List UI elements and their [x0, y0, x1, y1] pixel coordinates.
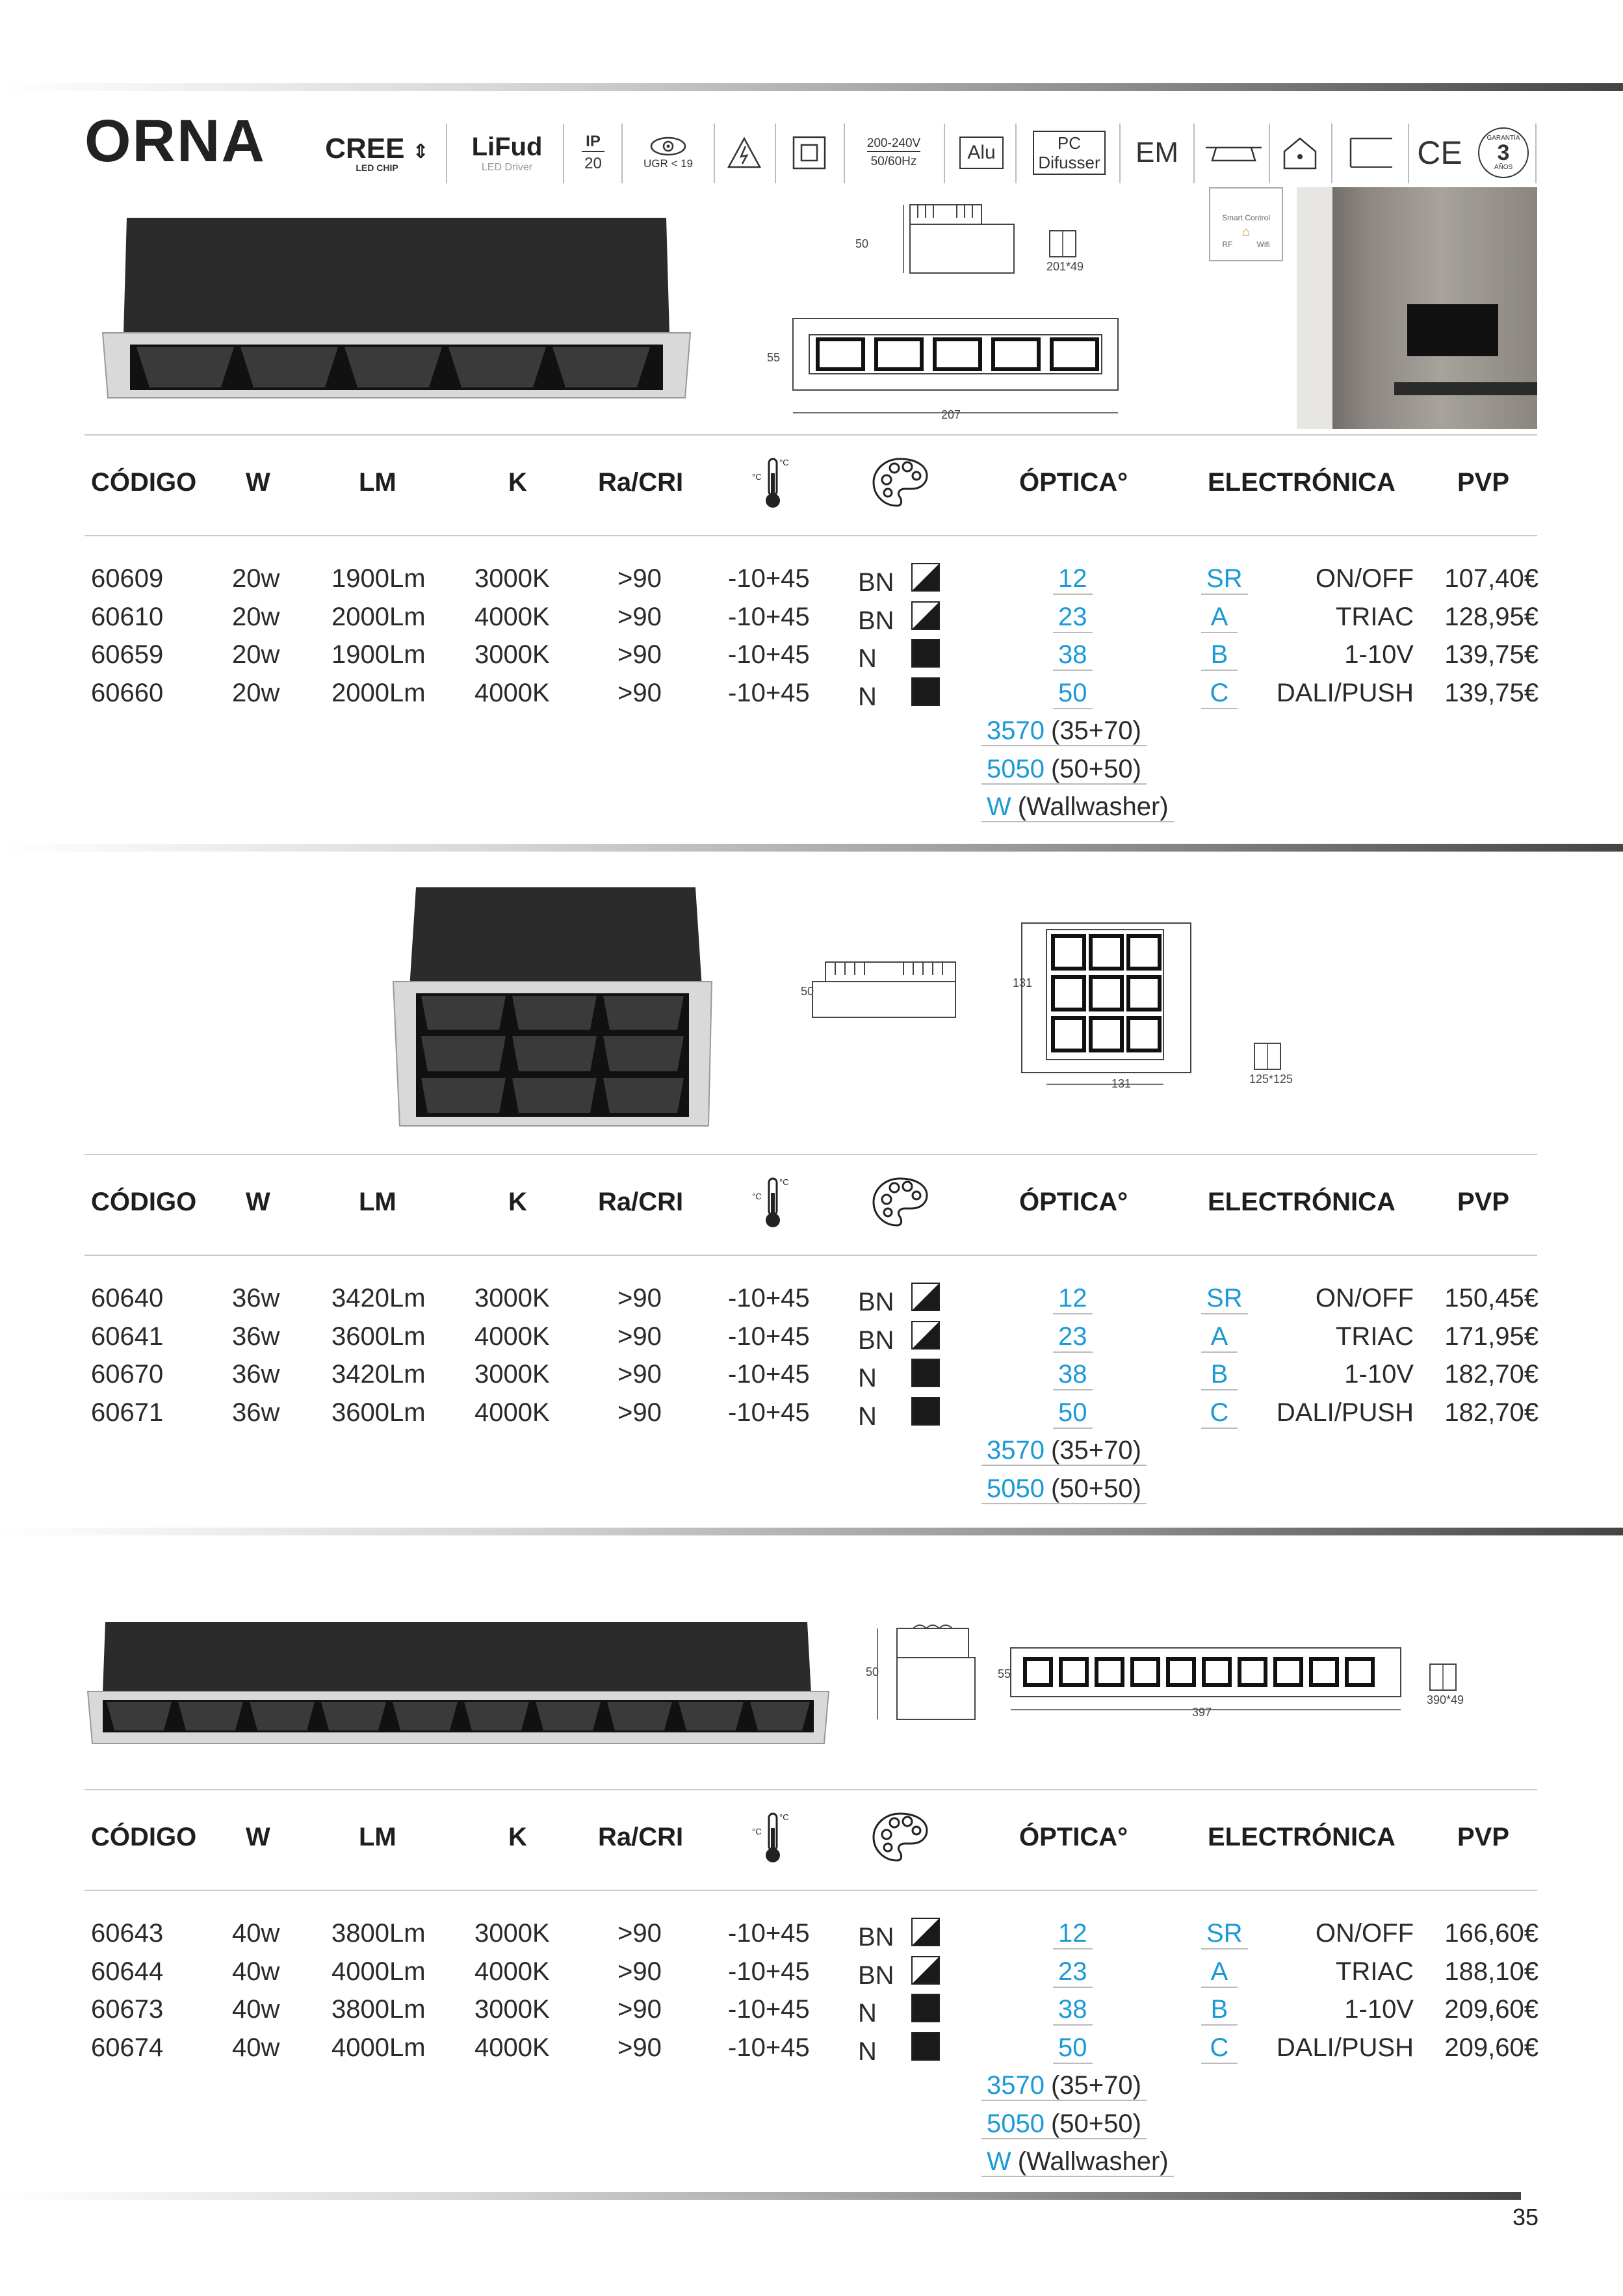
electronics-code: B	[1201, 1360, 1238, 1390]
header-w: W	[246, 1188, 270, 1216]
extra-optic-desc: (50+50)	[1050, 2109, 1147, 2139]
row-temp-range: -10+45	[728, 2033, 810, 2062]
electronics-code: SR	[1201, 1919, 1248, 1950]
row-cri: >90	[617, 2033, 662, 2062]
header-optica: ÓPTICA°	[1019, 1823, 1128, 1851]
divider	[1193, 124, 1195, 183]
row-code: 60641	[91, 1322, 164, 1351]
header-optica: ÓPTICA°	[1019, 1188, 1128, 1216]
row-watts: 20w	[232, 640, 280, 669]
electronics-type: DALI/PUSH	[1276, 1398, 1414, 1427]
header-pvp: PVP	[1457, 1823, 1510, 1851]
height-dim-3: 50	[866, 1665, 879, 1678]
brand-title: ORNA	[84, 108, 266, 174]
row-price: 150,45€	[1444, 1284, 1539, 1312]
row-temp-range: -10+45	[728, 1284, 810, 1312]
garantia-text: GARANTÍA	[1487, 135, 1520, 142]
row-lumens: 3420Lm	[331, 1360, 426, 1389]
row-finish: BN	[858, 568, 894, 597]
extra-optic	[981, 2109, 1147, 2139]
row-cri: >90	[617, 603, 662, 631]
voltage-text: 200-240V	[867, 137, 920, 152]
extra-optic-desc: (50+50)	[1050, 755, 1147, 785]
divider	[446, 124, 447, 183]
length-dim-2: 131	[1111, 1077, 1132, 1090]
header-k: K	[508, 1188, 527, 1216]
cutout-dim-3: 390*49	[1427, 1693, 1464, 1706]
electronics-type: TRIAC	[1336, 1322, 1414, 1351]
electronics-code: A	[1201, 1322, 1238, 1353]
ip-value: 20	[584, 155, 602, 172]
finish-white-black-swatch	[911, 1956, 940, 1985]
eye-icon	[649, 135, 688, 157]
header-codigo: CÓDIGO	[91, 1823, 197, 1851]
table-top-line	[84, 434, 1537, 436]
row-code: 60644	[91, 1957, 164, 1986]
row-temp-range: -10+45	[728, 603, 810, 631]
extra-optic-desc: (35+70)	[1050, 1436, 1147, 1466]
header-pvp: PVP	[1457, 1188, 1510, 1216]
section-rule-2	[0, 1528, 1623, 1535]
top-view-drawing-1	[773, 312, 1131, 423]
row-lumens: 3420Lm	[331, 1284, 426, 1312]
row-temp-range: -10+45	[728, 564, 810, 593]
product-image-10-light	[84, 1619, 832, 1749]
electronics-type: TRIAC	[1336, 1957, 1414, 1986]
header-lm: LM	[359, 1823, 396, 1851]
ugr-text: UGR < 19	[643, 157, 694, 170]
extra-optic-code: 3570	[981, 716, 1050, 746]
smart-control-text: Smart Control	[1221, 213, 1271, 222]
ceiling-mount-icon	[1344, 133, 1396, 172]
ce-box	[1414, 124, 1466, 182]
divider	[621, 124, 623, 183]
row-code: 60609	[91, 564, 164, 593]
row-code: 60674	[91, 2033, 164, 2062]
freq-text: 50/60Hz	[870, 155, 917, 168]
difusser-text: Difusser	[1038, 153, 1100, 172]
electronics-code: A	[1201, 1957, 1238, 1988]
row-kelvin: 4000K	[474, 1957, 550, 1986]
cree-logo: CREE ⇕ LED CHIP	[325, 133, 429, 173]
extra-optic-code: 5050	[981, 755, 1050, 785]
table-top-line	[84, 1154, 1537, 1155]
row-price: 139,75€	[1444, 640, 1539, 669]
electronics-code: B	[1201, 640, 1238, 671]
row-watts: 40w	[232, 1995, 280, 2024]
row-lumens: 1900Lm	[331, 640, 426, 669]
row-code: 60610	[91, 603, 164, 631]
finish-white-black-swatch	[911, 1321, 940, 1350]
electronics-type: TRIAC	[1336, 603, 1414, 631]
row-finish: N	[858, 683, 877, 711]
extra-optic	[981, 755, 1147, 784]
row-code: 60670	[91, 1360, 164, 1389]
row-temp-range: -10+45	[728, 1322, 810, 1351]
finish-black-swatch	[911, 677, 940, 706]
row-temp-range: -10+45	[728, 640, 810, 669]
row-finish: BN	[858, 1326, 894, 1355]
electronics-type: ON/OFF	[1315, 1284, 1414, 1312]
header-w: W	[246, 468, 270, 497]
table-header-line	[84, 1255, 1537, 1256]
finish-black-swatch	[911, 1994, 940, 2022]
row-watts: 36w	[232, 1284, 280, 1312]
double-insulation-icon	[791, 135, 827, 171]
row-code: 60673	[91, 1995, 164, 2024]
row-finish: BN	[858, 1923, 894, 1951]
product-image-9-light	[390, 884, 715, 1131]
extra-optic	[981, 2071, 1147, 2100]
row-kelvin: 3000K	[474, 1919, 550, 1948]
row-price: 209,60€	[1444, 2033, 1539, 2062]
row-price: 128,95€	[1444, 603, 1539, 631]
lifud-text: LiFud	[471, 132, 543, 161]
header-k: K	[508, 468, 527, 497]
width-dim-1: 55	[767, 351, 781, 364]
electronics-code: SR	[1201, 564, 1248, 595]
row-kelvin: 3000K	[474, 1284, 550, 1312]
divider	[1408, 124, 1409, 183]
divider	[844, 124, 845, 183]
finish-white-black-swatch	[911, 1918, 940, 1946]
row-finish: BN	[858, 607, 894, 635]
row-cri: >90	[617, 1322, 662, 1351]
row-cri: >90	[617, 1398, 662, 1427]
row-lumens: 1900Lm	[331, 564, 426, 593]
row-watts: 20w	[232, 564, 280, 593]
electronics-code: C	[1201, 679, 1238, 709]
divider	[563, 124, 564, 183]
svg-text:°C: °C	[779, 1812, 789, 1822]
row-watts: 20w	[232, 603, 280, 631]
row-watts: 36w	[232, 1360, 280, 1389]
row-kelvin: 4000K	[474, 679, 550, 707]
table-header-line	[84, 1890, 1537, 1891]
svg-text:°C: °C	[752, 472, 762, 482]
row-price: 107,40€	[1444, 564, 1539, 593]
page-number: 35	[1512, 2204, 1539, 2230]
row-finish: N	[858, 644, 877, 673]
extra-optic-code: 3570	[981, 1436, 1050, 1466]
row-code: 60640	[91, 1284, 164, 1312]
thermometer-icon	[751, 454, 796, 515]
row-code: 60643	[91, 1919, 164, 1948]
electronics-type: ON/OFF	[1315, 1919, 1414, 1948]
header-w: W	[246, 1823, 270, 1851]
electronics-code: C	[1201, 2033, 1238, 2064]
electronics-type: 1-10V	[1344, 640, 1414, 669]
finish-white-black-swatch	[911, 601, 940, 630]
svg-text:°C: °C	[752, 1192, 762, 1201]
ip-rating	[572, 124, 614, 182]
svg-text:°C: °C	[779, 458, 789, 467]
extra-optic-desc: (35+70)	[1050, 716, 1147, 746]
ceiling-box	[1339, 124, 1401, 182]
header-electronica: ELECTRÓNICA	[1208, 468, 1396, 497]
row-kelvin: 3000K	[474, 1360, 550, 1389]
optic-angle: 38	[1053, 640, 1093, 671]
row-temp-range: -10+45	[728, 1995, 810, 2024]
electronics-type: 1-10V	[1344, 1360, 1414, 1389]
row-temp-range: -10+45	[728, 1398, 810, 1427]
header-electronica: ELECTRÓNICA	[1208, 1823, 1396, 1851]
row-lumens: 3600Lm	[331, 1322, 426, 1351]
extra-optic-desc: (35+70)	[1050, 2071, 1147, 2101]
cree-sub: LED CHIP	[356, 163, 398, 173]
finish-white-black-swatch	[911, 563, 940, 592]
divider	[944, 124, 945, 183]
row-price: 182,70€	[1444, 1398, 1539, 1427]
row-watts: 40w	[232, 1957, 280, 1986]
electronics-type: 1-10V	[1344, 1995, 1414, 2024]
row-code: 60671	[91, 1398, 164, 1427]
em-text: EM	[1136, 137, 1178, 168]
wifi-text: Wifi	[1256, 240, 1270, 249]
divider	[1119, 124, 1121, 183]
electronics-type: DALI/PUSH	[1276, 679, 1414, 707]
lifud-logo	[458, 124, 556, 182]
optic-angle: 50	[1053, 679, 1093, 709]
length-dim-3: 397	[1192, 1706, 1212, 1719]
row-lumens: 3800Lm	[331, 1995, 426, 2024]
ip-label: IP	[582, 133, 604, 152]
electronics-type: ON/OFF	[1315, 564, 1414, 593]
extra-optic-desc: (50+50)	[1050, 1474, 1147, 1504]
cree-text: CREE	[325, 133, 405, 164]
row-watts: 36w	[232, 1398, 280, 1427]
optic-angle: 12	[1053, 1284, 1093, 1314]
finish-black-swatch	[911, 1397, 940, 1426]
row-finish: N	[858, 1999, 877, 2028]
warranty-badge	[1474, 124, 1533, 182]
header-cri: Ra/CRI	[598, 1823, 684, 1851]
header-lm: LM	[359, 468, 396, 497]
row-watts: 40w	[232, 1919, 280, 1948]
row-finish: BN	[858, 1961, 894, 1990]
header-pvp: PVP	[1457, 468, 1510, 497]
row-kelvin: 3000K	[474, 1995, 550, 2024]
side-profile-drawing-3	[868, 1622, 981, 1729]
alu-text: Alu	[959, 137, 1003, 169]
optic-angle: 12	[1053, 564, 1093, 595]
ugr-rating	[629, 124, 707, 182]
height-dim-1: 50	[855, 237, 869, 250]
optic-angle: 23	[1053, 1957, 1093, 1988]
cutout-icon-1	[1046, 228, 1085, 260]
optic-angle: 12	[1053, 1919, 1093, 1950]
color-palette-icon	[871, 456, 929, 512]
divider	[1269, 124, 1270, 183]
rf-text: RF	[1222, 240, 1233, 249]
row-kelvin: 4000K	[474, 1322, 550, 1351]
electronics-code: C	[1201, 1398, 1238, 1429]
divider	[1331, 124, 1332, 183]
ce-text: CE	[1417, 135, 1462, 171]
header-cri: Ra/CRI	[598, 468, 684, 497]
row-temp-range: -10+45	[728, 1360, 810, 1389]
row-price: 182,70€	[1444, 1360, 1539, 1389]
section-rule-1	[0, 844, 1623, 852]
finish-white-black-swatch	[911, 1283, 940, 1311]
row-finish: N	[858, 1364, 877, 1392]
row-cri: >90	[617, 1919, 662, 1948]
length-dim-1: 207	[941, 408, 961, 421]
row-cri: >90	[617, 640, 662, 669]
table-top-line	[84, 1789, 1537, 1790]
cutout-dim-1: 201*49	[1046, 260, 1084, 273]
thermometer-icon	[751, 1173, 796, 1235]
row-finish: N	[858, 1402, 877, 1431]
row-cri: >90	[617, 1995, 662, 2024]
warning-icon-box	[721, 124, 767, 182]
row-code: 60660	[91, 679, 164, 707]
electronics-type: DALI/PUSH	[1276, 2033, 1414, 2062]
row-cri: >90	[617, 1360, 662, 1389]
row-temp-range: -10+45	[728, 679, 810, 707]
row-lumens: 3600Lm	[331, 1398, 426, 1427]
smart-home-icon: ⌂	[1241, 225, 1251, 239]
top-rule	[0, 83, 1623, 91]
extra-optic-code: W	[981, 2147, 1017, 2177]
optic-angle: 50	[1053, 2033, 1093, 2064]
side-profile-drawing-2	[799, 956, 962, 1027]
extra-optic-code: 5050	[981, 1474, 1050, 1504]
width-dim-3: 55	[998, 1667, 1011, 1680]
row-kelvin: 4000K	[474, 1398, 550, 1427]
width-dim-2: 131	[1013, 976, 1033, 989]
pc-difusser-box	[1027, 124, 1111, 182]
room-photo	[1297, 187, 1537, 429]
extra-optic-code: 5050	[981, 2109, 1050, 2139]
header-codigo: CÓDIGO	[91, 468, 197, 497]
row-kelvin: 3000K	[474, 564, 550, 593]
row-kelvin: 4000K	[474, 2033, 550, 2062]
extra-optic-desc: (Wallwasher)	[1017, 2147, 1174, 2177]
cutout-dim-2: 125*125	[1249, 1073, 1293, 1086]
row-kelvin: 4000K	[474, 603, 550, 631]
optic-angle: 50	[1053, 1398, 1093, 1429]
divider	[775, 124, 776, 183]
optic-angle: 38	[1053, 1360, 1093, 1390]
extra-optic	[981, 792, 1174, 822]
row-price: 188,10€	[1444, 1957, 1539, 1986]
row-cri: >90	[617, 564, 662, 593]
color-palette-icon	[871, 1176, 929, 1231]
product-image-5-light	[97, 215, 695, 403]
voltage-box	[851, 124, 936, 182]
row-watts: 40w	[232, 2033, 280, 2062]
header-lm: LM	[359, 1188, 396, 1216]
side-profile-drawing-1	[851, 202, 1020, 293]
extra-optic	[981, 2147, 1174, 2176]
cutout-icon-2	[1251, 1040, 1290, 1073]
header-cri: Ra/CRI	[598, 1188, 684, 1216]
recessed-box	[1201, 124, 1266, 182]
finish-black-swatch	[911, 2032, 940, 2061]
svg-text:°C: °C	[752, 1827, 762, 1836]
electronics-code: B	[1201, 1995, 1238, 2026]
row-cri: >90	[617, 679, 662, 707]
extra-optic-desc: (Wallwasher)	[1017, 792, 1174, 822]
divider	[714, 124, 715, 183]
electric-warning-icon	[727, 137, 762, 169]
top-view-drawing-2	[1014, 920, 1209, 1092]
height-dim-2: 50	[801, 985, 814, 998]
anos-text: AÑOS	[1494, 164, 1513, 171]
header-codigo: CÓDIGO	[91, 1188, 197, 1216]
alu-box	[955, 124, 1007, 182]
row-lumens: 3800Lm	[331, 1919, 426, 1948]
extra-optic	[981, 1474, 1147, 1504]
pc-text: PC	[1057, 133, 1082, 153]
bottom-rule	[0, 2192, 1521, 2200]
indoor-house-icon	[1280, 135, 1319, 171]
cutout-icon-3	[1427, 1661, 1466, 1693]
extra-optic-code: 3570	[981, 2071, 1050, 2101]
class-ii-box	[783, 124, 835, 182]
smart-control-box	[1209, 187, 1283, 261]
header-k: K	[508, 1823, 527, 1851]
optic-angle: 38	[1053, 1995, 1093, 2026]
optic-angle: 23	[1053, 1322, 1093, 1353]
row-watts: 20w	[232, 679, 280, 707]
extra-optic	[981, 1436, 1147, 1465]
row-price: 139,75€	[1444, 679, 1539, 707]
row-temp-range: -10+45	[728, 1957, 810, 1986]
row-price: 209,60€	[1444, 1995, 1539, 2024]
header-electronica: ELECTRÓNICA	[1208, 1188, 1396, 1216]
electronics-code: A	[1201, 603, 1238, 633]
row-temp-range: -10+45	[728, 1919, 810, 1948]
extra-optic-code: W	[981, 792, 1017, 822]
indoor-box	[1275, 124, 1324, 182]
optic-angle: 23	[1053, 603, 1093, 633]
header-optica: ÓPTICA°	[1019, 468, 1128, 497]
electronics-code: SR	[1201, 1284, 1248, 1314]
row-finish: N	[858, 2037, 877, 2066]
warranty-years: 3	[1497, 140, 1510, 165]
divider	[1535, 124, 1537, 183]
row-cri: >90	[617, 1957, 662, 1986]
row-lumens: 2000Lm	[331, 679, 426, 707]
thermometer-icon	[751, 1808, 796, 1870]
row-kelvin: 3000K	[474, 640, 550, 669]
finish-black-swatch	[911, 1359, 940, 1387]
row-price: 166,60€	[1444, 1919, 1539, 1948]
table-header-line	[84, 535, 1537, 536]
lifud-sub: LED Driver	[481, 161, 533, 173]
row-code: 60659	[91, 640, 164, 669]
row-price: 171,95€	[1444, 1322, 1539, 1351]
row-lumens: 4000Lm	[331, 2033, 426, 2062]
color-palette-icon	[871, 1811, 929, 1866]
row-cri: >90	[617, 1284, 662, 1312]
em-box	[1128, 124, 1186, 182]
row-lumens: 4000Lm	[331, 1957, 426, 1986]
row-lumens: 2000Lm	[331, 603, 426, 631]
svg-text:°C: °C	[779, 1177, 789, 1187]
divider	[1015, 124, 1017, 183]
recessed-ceiling-icon	[1204, 140, 1263, 166]
row-finish: BN	[858, 1288, 894, 1316]
finish-black-swatch	[911, 639, 940, 668]
extra-optic	[981, 716, 1147, 746]
row-watts: 36w	[232, 1322, 280, 1351]
